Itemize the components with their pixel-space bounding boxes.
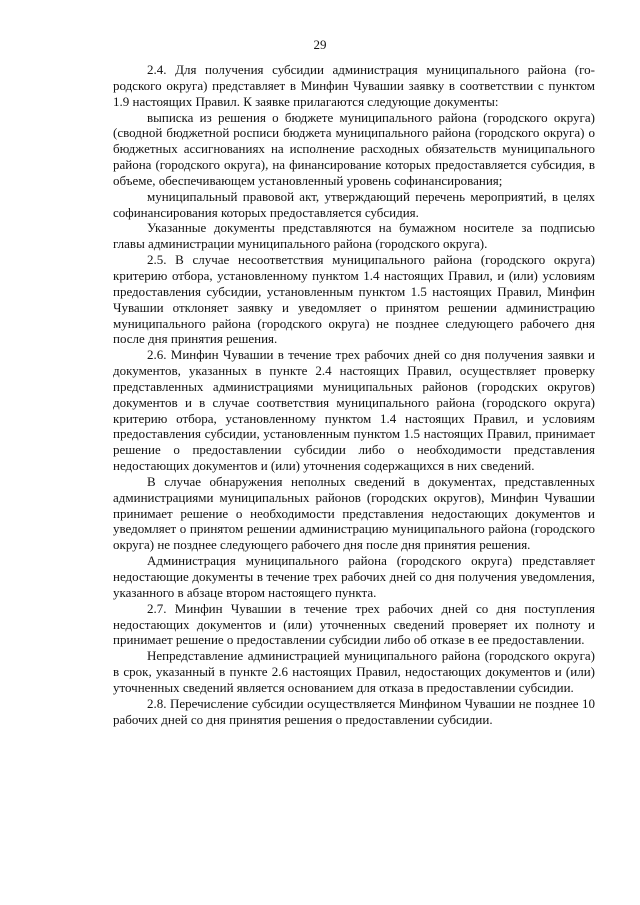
paragraph-incomplete-info: В случае обнаружения неполных сведений в документах, представленных администрациями муниципальных районов (городских округов), Минфин Чувашии принимает решение о необходимости представления недостающих документов и уведомляет о принятом решении администрацию муниципального района (городского округа) не позднее следующего рабочего дня после дня принятия решения. xyxy=(113,473,595,553)
paragraph-documents-submission: Указанные документы представляются на бумажном носителе за подписью главы администрации муниципального района (городского округа). xyxy=(113,220,595,252)
paragraph-2-4: 2.4. Для получения субсидии администрация муниципального района (городского округа) представляет в Минфин Чувашии заявку в соответствии с пунктом 1.9 настоящих Правил. К заявке прилагаются следующие документы: xyxy=(113,62,595,109)
paragraph-2-7: 2.7. Минфин Чувашии в течение трех рабочих дней со дня поступления недостающих документов и (или) уточненных сведений проверяет их полноту и принимает решение о предоставлении субсидии либо об отказе в ее предоставлении. xyxy=(113,600,595,648)
paragraph-2-6: 2.6. Минфин Чувашии в течение трех рабочих дней со дня получения заявки и документов, указанных в пункте 2.4 настоящих Правил, осуществляет проверку представленных администрациями муниципальных районов (городских округов) документов и в случае соответствия муниципального района (городского округа) критерию отбора, установленному пунктом 1.4 настоящих Правил, и условиям предоставления субсидии, установленным пунктом 1.5 настоящих Правил, принимает решение о предоставлении субсидии либо о необходимости представления недостающих документов и (или) уточнения содержащихся в них сведений. xyxy=(113,347,595,474)
paragraph-refusal-grounds: Непредставление администрацией муниципального района (городского округа) в срок, указанный в пункте 2.6 настоящих Правил, недостающих документов и (или) уточненных сведений является основанием для отказа в предоставлении субсидии. xyxy=(113,648,595,695)
paragraph-municipal-act: муниципальный правовой акт, утверждающий перечень мероприятий, в целях софинансирования которых предоставляется субсидия. xyxy=(113,188,595,220)
paragraph-2-5: 2.5. В случае несоответствия муниципального района (городского округа) критерию отбора, установленному пунктом 1.4 настоящих Правил, и (или) условиям предоставления субсидии, установленным пунктом 1.5 настоящих Правил, Минфин Чувашии отклоняет заявку и уведомляет о принятом решении администрацию муниципального района (городского округа) не позднее следующего рабочего дня после дня принятия решения. xyxy=(113,252,595,347)
page-number: 29 xyxy=(313,37,327,52)
document-body xyxy=(113,62,595,727)
paragraph-budget-extract: выписка из решения о бюджете муниципального района (городского округа) (сводной бюджетной росписи бюджета муниципального района (городского округа) о бюджетных ассигнованиях на исполнение расходных обязательств муниципального района (городского округа), на финансирование которых предоставляется субсидия, в объеме, обеспечивающем установленный уровень софинансирования; xyxy=(113,109,595,188)
paragraph-missing-documents: Администрация муниципального района (городского округа) представляет недостающие документы в течение трех рабочих дней со дня получения уведомления, указанного в абзаце втором настоящего пункта. xyxy=(113,553,595,600)
paragraph-2-8: 2.8. Перечисление субсидии осуществляется Минфином Чувашии не позднее 10 рабочих дней со дня принятия решения о предоставлении субсидии. xyxy=(113,695,595,727)
